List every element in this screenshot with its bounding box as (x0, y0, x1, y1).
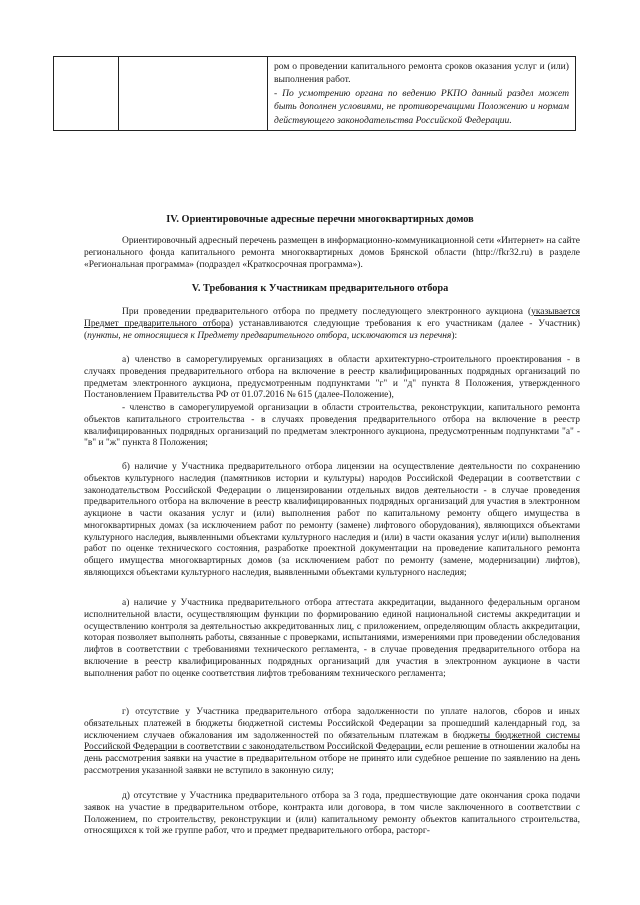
section-5-intro (84, 307, 580, 342)
item-g-underlined: ты бюджетной системы Российской Федерации в соответствии с законодательством Российской Федерации, (84, 730, 580, 753)
section-5-heading: V. Требования к Участникам предварительного отбора (191, 283, 449, 294)
intro-text-c: ): (451, 330, 458, 341)
table-row (54, 57, 576, 131)
section-4-heading: IV. Ориентировочные адресные перечни многоквартирных домов (166, 214, 474, 225)
item-a-accreditation: а) наличие у Участника предварительного отбора аттестата аккредитации, выданного федеральным органом исполнительной власти, осуществляющим функции по формированию единой национальной системы аккредитации и осуществлению контроля за деятельностью аккредитованных лиц, с приложением, определяющим область аккредитации, которая позволяет выполнять работы, связанные с проверками, испытаниями, измерениями при проведении обследования лифтов в соответствии с требованиями технического регламента, - в случае проведения предварительного отбора на включение в реестр квалифицированных подрядных организаций для участия в электронном аукционе в части выполнения работ по оценке соответствия лифтов требованиям технического регламента; (84, 598, 580, 679)
item-g-no-tax-debt (84, 707, 580, 778)
item-a-membership-design: а) членство в саморегулируемых организациях в области архитектурно-строительного проектирования - в случаях проведения предварительного отбора на включение в реестр квалифицированных подрядных организаций по предметам электронного аукциона, предусмотренным подпунктами "г" и "д" пункта 8 Положения, утвержденного Постановлением Правительства РФ от 01.07.2016 № 615 (далее-Положение), (84, 355, 580, 401)
table-cell-content (268, 57, 576, 131)
intro-text-b: ) устанавливаются следующие требования к его участникам (далее - Участник) ( (84, 318, 580, 341)
item-d-no-terminated-contracts: д) отсутствие у Участника предварительного отбора за 3 года, предшествующие дате окончания срока подачи заявок на участие в предварительном отборе, контракта или договора, в том числе заключенного в соответствии с Положением, по строительству, реконструкции и (или) капитальному ремонту объектов капитального строительства, относящихся к той же группе работ, что и предмет предварительного отбора, расторг- (84, 791, 580, 837)
intro-underlined: указывается Предмет предварительного отбора (84, 307, 580, 329)
requirements-table-fragment (53, 56, 576, 131)
table-cell-note: - По усмотрению органа по ведению РКПО данный раздел может быть дополнен условиями, не противоречащими Положению и нормам действующего законодательства Российской Федерации. (274, 87, 569, 126)
table-cell-text: ром о проведении капитального ремонта сроков оказания услуг и (или) выполнения работ. (274, 61, 569, 86)
table-cell-number (54, 57, 119, 131)
section-4-text: Ориентировочный адресный перечень размещен в информационно-коммуникационной сети «Интернет» на сайте регионального фонда капитального ремонта многоквартирных домов Брянской области (http://fkr32.ru) в разделе «Региональная программа» (подраздел «Краткосрочная программа»). (84, 236, 580, 270)
intro-text-a: При проведении предварительного отбора по предмету последующего электронного аукциона ( (122, 307, 532, 317)
item-a-membership-construction: - членство в саморегулируемой организации в области строительства, реконструкции, капитального ремонта объектов капитального строительства - в случаях проведения предварительного отбора на включение в реестр квалифицированных подрядных организаций по предметам электронного аукциона, предусмотренным подпунктами "а" -"в" и "ж" пункта 8 Положения; (84, 403, 580, 449)
item-g-text-a: г) отсутствие у Участника предварительного отбора задолженности по уплате налогов, сборов и иных обязательных платежей в бюджеты бюджетной системы Российской Федерации за прошедший календарный год, за исключением случаев обжалования им задолженностей по обязательным платежам в бюдже (84, 707, 580, 741)
table-cell-name (119, 57, 268, 131)
item-g-text-b: если решение в отношении жалобы на день рассмотрения заявки на участие в предварительном отборе не принято или судебное решение по заявлению на день рассмотрения указанной заявки не вступило в законную силу; (84, 742, 581, 776)
item-b-heritage-license: б) наличие у Участника предварительного отбора лицензии на осуществление деятельности по сохранению объектов культурного наследия (памятников истории и культуры) народов Российской Федерации в соответствии с законодательством Российской Федерации о лицензировании отдельных видов деятельности - в случае проведения предварительного отбора на включение в реестр квалифицированных подрядных организаций для участия в электронном аукционе в части оказания услуг и (или) выполнения работ по капитальному ремонту общего имущества в многоквартирных домах (за исключением работ по ремонту (замене) лифтового оборудования), являющихся объектами культурного наследия, выявленными объектами культурного наследия и (или) в части оказания услуг и(или) выполнения работ по оценке технического состояния, разработке проектной документации на проведение капитального ремонта общего имущества многоквартирных домов (за исключением работ по ремонту (замене, модернизации) лифтов), являющихся объектами культурного наследия, выявленными объектами культурного наследия; (84, 462, 580, 578)
intro-italic: пункты, не относящиеся к Предмету предварительного отбора, исключаются из перечня (87, 330, 452, 341)
